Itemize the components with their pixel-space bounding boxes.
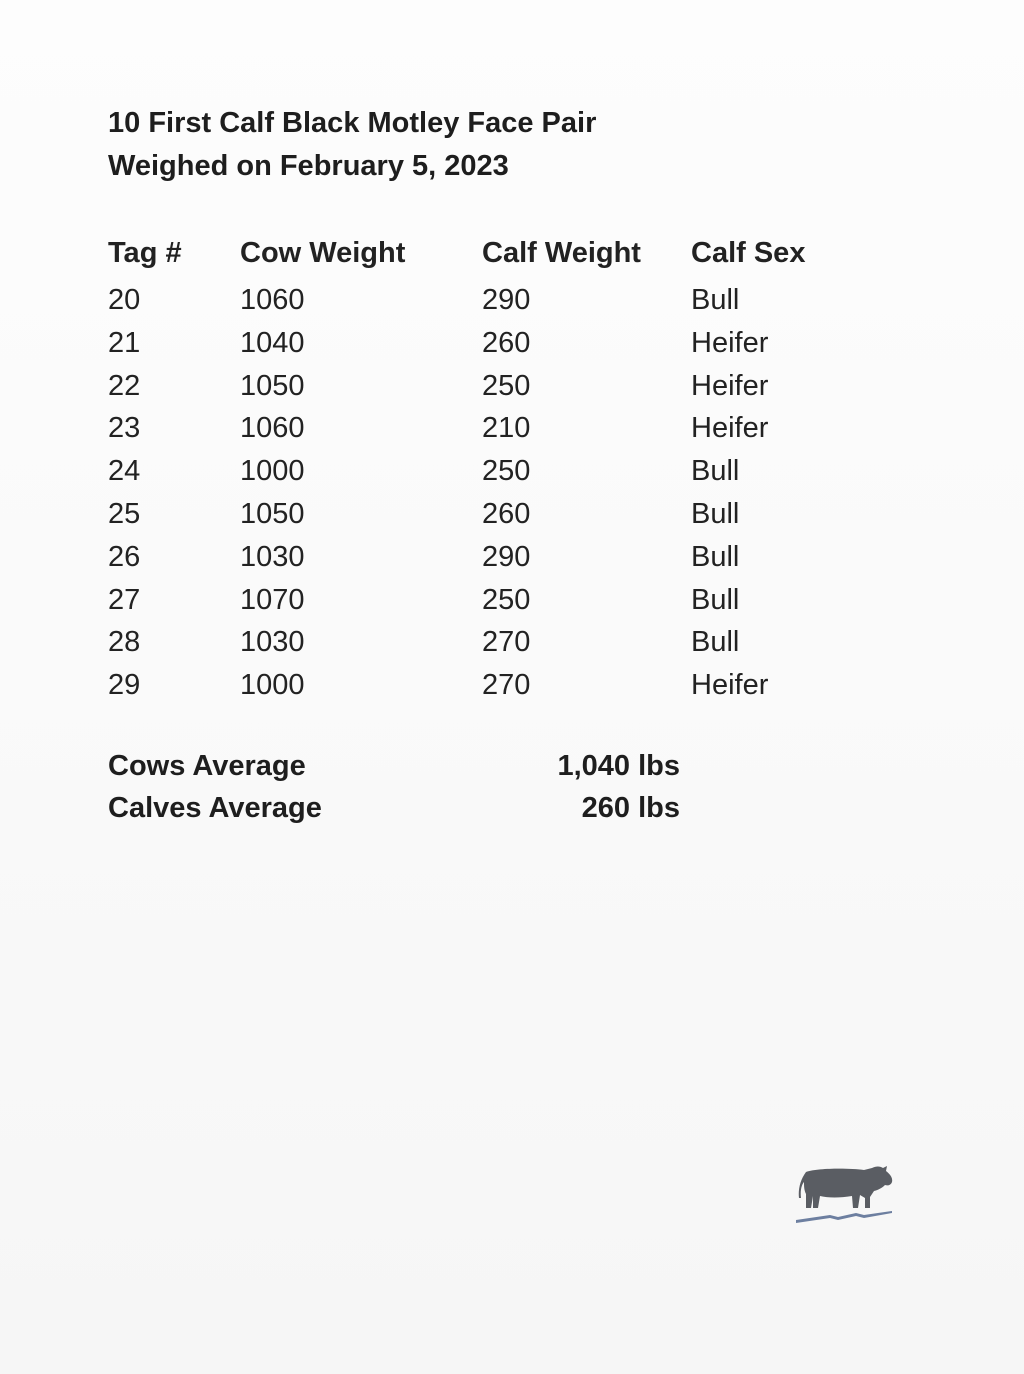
cow-weight-cell: 1050 bbox=[240, 369, 305, 402]
calf-sex-cell: Bull bbox=[691, 455, 740, 488]
header-calf-sex: Calf Sex bbox=[691, 237, 806, 269]
cow-weight-cell: 1030 bbox=[240, 626, 305, 659]
calf-weight-cell: 270 bbox=[482, 669, 531, 702]
cow-weight-cell: 1040 bbox=[240, 326, 305, 359]
tag-cell: 25 bbox=[108, 497, 141, 530]
calf-sex-cell: Bull bbox=[691, 583, 740, 616]
calf-weight-cell: 250 bbox=[482, 369, 531, 402]
document-title bbox=[108, 102, 596, 188]
header-cow-weight: Cow Weight bbox=[240, 237, 406, 269]
calf-sex-cell: Heifer bbox=[691, 369, 769, 402]
cow-weight-cell: 1060 bbox=[240, 284, 305, 316]
cows-average-row bbox=[108, 745, 680, 787]
tag-cell: 22 bbox=[108, 369, 141, 402]
calf-weight-cell: 270 bbox=[482, 626, 531, 659]
calf-weight-cell: 250 bbox=[482, 583, 531, 616]
tag-cell: 21 bbox=[108, 326, 141, 359]
tag-cell: 24 bbox=[108, 455, 141, 488]
calves-average-value: 260 lbs bbox=[581, 792, 680, 824]
header-tag: Tag # bbox=[108, 237, 182, 269]
cow-weight-cell: 1000 bbox=[240, 455, 305, 488]
tag-cell: 28 bbox=[108, 626, 141, 659]
title-line-1: 10 First Calf Black Motley Face Pair bbox=[108, 107, 597, 139]
tag-cell: 29 bbox=[108, 669, 141, 702]
calf-weight-cell: 210 bbox=[482, 412, 531, 445]
calf-sex-cell: Heifer bbox=[691, 669, 769, 702]
calf-weight-cell: 290 bbox=[482, 540, 531, 573]
calf-sex-cell: Bull bbox=[691, 284, 740, 316]
tag-cell: 20 bbox=[108, 284, 141, 316]
title-line-2: Weighed on February 5, 2023 bbox=[108, 150, 509, 182]
cow-weight-cell: 1030 bbox=[240, 540, 305, 573]
calf-weight-cell: 260 bbox=[482, 326, 531, 359]
calves-average-row bbox=[108, 787, 680, 829]
tag-cell: 27 bbox=[108, 583, 141, 616]
calf-weight-cell: 250 bbox=[482, 455, 531, 488]
tag-cell: 23 bbox=[108, 412, 141, 445]
calf-weight-cell: 260 bbox=[482, 497, 531, 530]
cow-weight-cell: 1070 bbox=[240, 583, 305, 616]
cows-average-label: Cows Average bbox=[108, 750, 306, 782]
calf-sex-cell: Bull bbox=[691, 540, 740, 573]
calf-weight-cell: 290 bbox=[482, 284, 531, 316]
bull-logo-icon bbox=[794, 1162, 898, 1228]
averages-summary bbox=[108, 745, 680, 829]
calves-average-label: Calves Average bbox=[108, 792, 322, 824]
header-calf-weight: Calf Weight bbox=[482, 237, 641, 269]
cow-weight-cell: 1050 bbox=[240, 497, 305, 530]
cow-weight-cell: 1060 bbox=[240, 412, 305, 445]
calf-sex-cell: Bull bbox=[691, 626, 740, 659]
calf-sex-cell: Heifer bbox=[691, 412, 769, 445]
calf-sex-cell: Heifer bbox=[691, 326, 769, 359]
calf-sex-cell: Bull bbox=[691, 497, 740, 530]
cows-average-value: 1,040 lbs bbox=[557, 750, 680, 782]
cow-weight-cell: 1000 bbox=[240, 669, 305, 702]
tag-cell: 26 bbox=[108, 540, 141, 573]
